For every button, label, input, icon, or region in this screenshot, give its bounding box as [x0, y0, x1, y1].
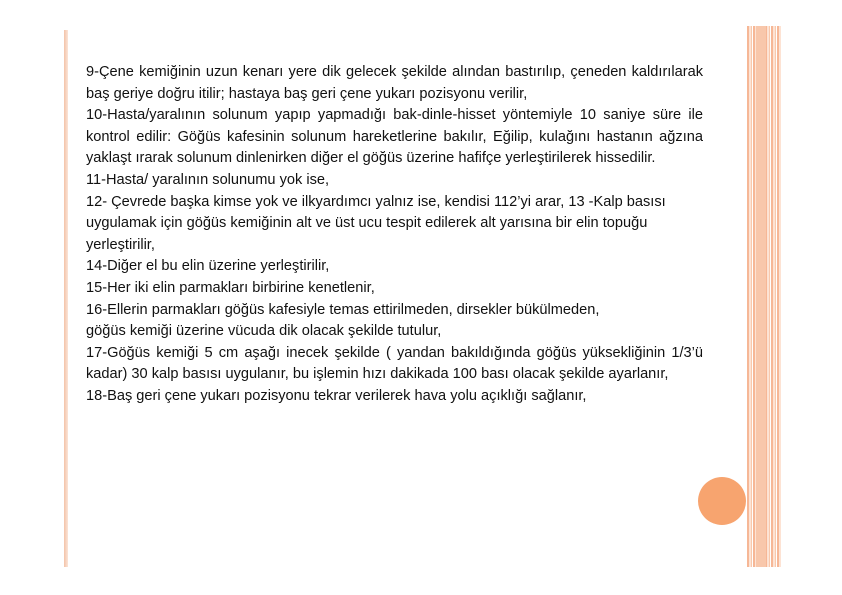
- paragraph-step-10: 10-Hasta/yaralının solunum yapıp yapmadığı bak-dinle-hisset yöntemiyle 10 saniye süre ile kontrol edilir: Göğüs kafesinin solunum hareketlerine bakılır, Eğilip, kulağını hastanın ağzına yaklaşt ırarak solunum dinlenirken diğer el göğüs üzerine hafifçe yerleştirilerek hissedilir.: [86, 107, 703, 167]
- paragraph-step-16: 16-Ellerin parmakları göğüs kafesiyle temas ettirilmeden, dirsekler bükülmeden,: [86, 301, 600, 318]
- paragraph-step-17: 17-Göğüs kemiği 5 cm aşağı inecek şekilde ( yandan bakıldığında göğüs yüksekliğinin 1/3’ü kadar) 30 kalp basısı uygulanır, bu işlemin hızı dakikada 100 bası olacak şekilde ayarlanır,: [86, 344, 703, 383]
- paragraph-step-15: 15-Her iki elin parmakları birbirine kenetlenir,: [86, 279, 375, 296]
- right-decorative-stripe-inner: [756, 26, 766, 567]
- paragraph-step-12-13: 12- Çevrede başka kimse yok ve ilkyardımcı yalnız ise, kendisi 112’yi arar, 13 -Kalp basısı uygulamak için göğüs kemiğinin alt ve üst ucu tespit edilerek alt yarısına bir elin topuğu yerleştirilir,: [86, 193, 666, 253]
- instruction-text-block: [86, 62, 703, 408]
- paragraph-step-14: 14-Diğer el bu elin üzerine yerleştirilir,: [86, 258, 330, 275]
- paragraph-step-18: 18-Baş geri çene yukarı pozisyonu tekrar verilerek hava yolu açıklığı sağlanır,: [86, 387, 587, 404]
- orange-circle-decoration: [698, 477, 746, 525]
- paragraph-step-9: 9-Çene kemiğinin uzun kenarı yere dik gelecek şekilde alından bastırılıp, çeneden kaldırılarak baş geriye doğru itilir; hastaya baş geri çene yukarı pozisyonu verilir,: [86, 64, 703, 102]
- paragraph-step-11: 11-Hasta/ yaralının solunumu yok ise,: [86, 171, 330, 188]
- left-decorative-rule: [64, 30, 68, 567]
- paragraph-step-16-continued: göğüs kemiği üzerine vücuda dik olacak şekilde tutulur,: [86, 323, 442, 340]
